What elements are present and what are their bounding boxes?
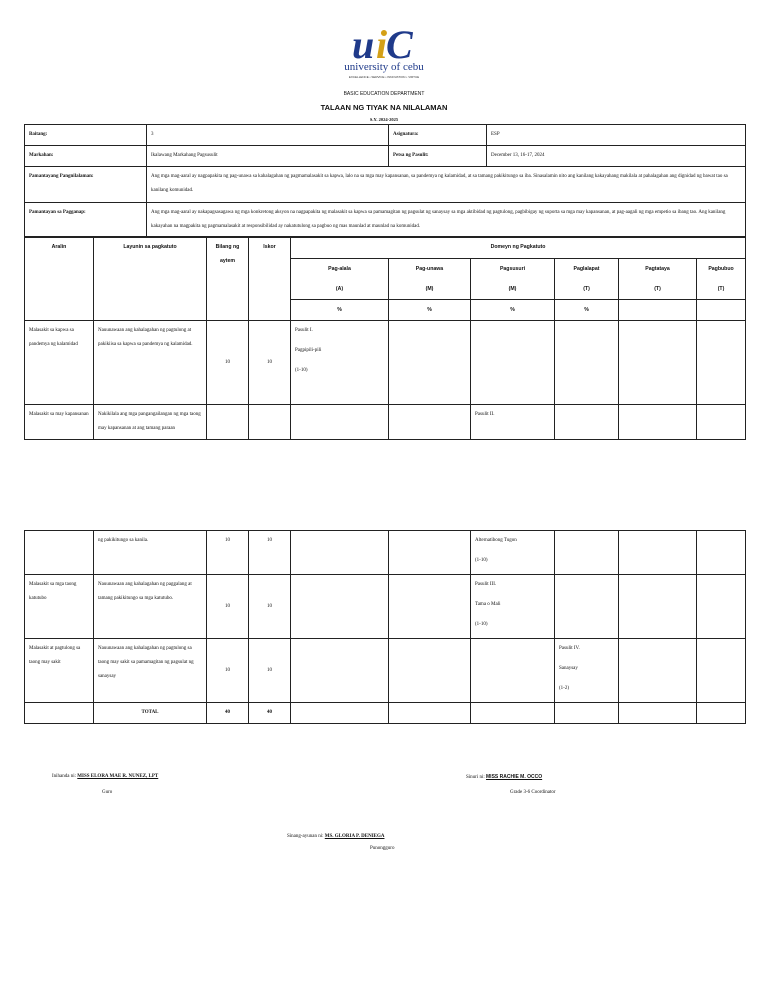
col-aralin: Aralin — [25, 237, 94, 321]
total-iskor: 40 — [249, 703, 291, 724]
table-row — [25, 639, 746, 703]
domain-name: Paglalapat — [573, 266, 600, 272]
uc-logo-icon — [324, 26, 444, 82]
quiz-title: Pasulit III. — [475, 582, 497, 587]
sinuri-label: Sinuri ni: — [466, 775, 485, 780]
sinang-name: MS. GLORIA P. DENIEGA — [324, 834, 385, 839]
layunin-cell: Nauunawaan ang kahalagahan ng paggalang at tamang pakikitungo sa mga katutubo. — [94, 575, 207, 639]
aralin-cell: Malasakit sa kapwa sa pandemya ng kalamidad — [25, 321, 94, 405]
domain-header — [389, 259, 471, 300]
domain-pct: % — [471, 300, 555, 321]
quiz-type: Sanaysay — [559, 666, 578, 671]
pangnilalaman-label: Pamantayang Pangnilalaman: — [25, 167, 147, 203]
sinuri-role: Grade 3-6 Coordinator — [510, 790, 556, 795]
inihanda-name: MISS ELORA MAE R. NUNEZ, LPT — [77, 774, 159, 779]
iskor-cell: 10 — [249, 531, 291, 575]
domain-header — [555, 259, 619, 300]
col-domeyn: Domeyn ng Pagkatuto — [291, 237, 746, 259]
markahan-label: Markahan: — [25, 146, 147, 167]
pangnilalaman-value: Ang mga mag-aaral ay nagpapakita ng pag-unawa sa kahalagahan ng pagmamalasakit sa kapwa, lalo na sa mga may kapansanan, sa pandemya ng kalamidad, at sa tamang pakikitungo sa iba. Sinasalamin nito ang kanilang kakayahang makilala at pahalagahan ang dignidad ng bawat tao sa kanilang komunidad. — [147, 167, 746, 203]
asignatura-label: Asignatura: — [389, 125, 487, 146]
layunin-cell: Nakikilala ang mga pangangailangan ng mga taong may kapansanan at ang tamang paraan — [94, 405, 207, 440]
page-title: TALAAN NG TIYAK NA NILALAMAN — [320, 103, 448, 112]
sinuri-name: MISS RACHIE M. OCCO — [486, 774, 543, 780]
table-row — [25, 405, 746, 440]
table-row — [25, 575, 746, 639]
layunin-cell: Nauunawaan ang kahalagahan ng pagtulong sa taong may sakit sa pamamagitan ng pagsulat ng sanaysay — [94, 639, 207, 703]
bilang-cell: 10 — [207, 321, 249, 405]
domain-pct: % — [555, 300, 619, 321]
pagsusuri-cell — [471, 575, 555, 639]
pagganap-label: Pamantayan sa Pagganap: — [25, 203, 147, 238]
pagganap-value: Ang mga mag-aaral ay nakapagsasagawa ng mga konkretong aksyon na nagpapakita ng malasakit sa kapwa sa pamamagitan ng pagsulat ng sanaysay sa mga aktibidad ng pagtulong, pagbibigay ng suporta sa mga may kapansanan, at pag-aagali ng mga empetio sa ibang tao. Ang kanilang kakayahan na magpakita ng pagmamalasakit at responsibilidad ay nakatutulong sa pagbuo ng mas maunlad at maunlad na komunidad. — [147, 203, 746, 238]
baitang-value: 3 — [147, 125, 389, 146]
quiz-range: (1-2) — [559, 686, 569, 691]
domain-code: (T) — [583, 286, 590, 292]
quiz-type: Tama o Mali — [475, 602, 501, 607]
table-row — [25, 531, 746, 575]
domain-pct — [619, 300, 697, 321]
domain-pct — [697, 300, 746, 321]
petsa-label: Petsa ng Pasulit: — [389, 146, 487, 167]
total-bilang: 40 — [207, 703, 249, 724]
total-row — [25, 703, 746, 724]
sinuri-block — [466, 774, 542, 780]
domain-code: (T) — [717, 286, 725, 292]
bilang-cell: 10 — [207, 531, 249, 575]
aralin-cell: Malasakit sa may kapansanan — [25, 405, 94, 440]
domain-header — [697, 259, 746, 300]
quiz-range: (1-10) — [475, 622, 488, 627]
specification-table — [24, 236, 746, 440]
iskor-cell: 10 — [249, 639, 291, 703]
quiz-type: Alternatibong Tugon — [475, 538, 517, 543]
col-layunin: Layunin sa pagkatuto — [94, 237, 207, 321]
pag-alala-cell — [291, 321, 389, 405]
petsa-value: December 13, 16-17, 2024 — [487, 146, 746, 167]
domain-code: (A) — [335, 286, 344, 292]
quiz-title: Pasulit IV. — [559, 646, 580, 651]
quiz-range: (1-10) — [475, 558, 488, 563]
inihanda-role: Guro — [102, 790, 113, 795]
total-label: TOTAL — [94, 703, 207, 724]
layunin-cell: Nauunawaan ang kahalagahan ng pagtulong at pakikiisa sa kapwa sa pandemya ng kalamidad. — [94, 321, 207, 405]
domain-pct: % — [291, 300, 389, 321]
logo-subtitle: university of cebu — [344, 61, 424, 73]
domain-pct: % — [389, 300, 471, 321]
asignatura-value: ESP — [487, 125, 746, 146]
university-logo — [0, 26, 768, 82]
col-iskor: Iskor — [249, 237, 291, 321]
specification-table-continued — [24, 530, 746, 724]
school-year: S.Y. 2024-2025 — [369, 117, 399, 122]
aralin-cell: Malasakit sa mga taong katutubo — [25, 575, 94, 639]
layunin-cell: ng pakikitungo sa kanila. — [94, 531, 207, 575]
iskor-cell: 10 — [249, 575, 291, 639]
aralin-cell: Malasakit at pagtulong sa taong may sakit — [25, 639, 94, 703]
svg-text:u: u — [352, 26, 375, 67]
info-table — [24, 124, 746, 238]
markahan-value: Ikalawang Markahang Pagsusulit — [147, 146, 389, 167]
domain-code: (T) — [654, 286, 661, 292]
sinang-block — [287, 834, 384, 839]
svg-text:i: i — [376, 26, 388, 67]
col-bilang: Bilang ng aytem — [207, 237, 249, 321]
baitang-label: Baitang: — [25, 125, 147, 146]
domain-name: Pagtataya — [645, 266, 670, 272]
iskor-cell: 10 — [249, 321, 291, 405]
domain-name: Pag-alala — [328, 266, 351, 272]
domain-header — [619, 259, 697, 300]
inihanda-block — [52, 774, 158, 779]
bilang-cell: 10 — [207, 639, 249, 703]
domain-header — [471, 259, 555, 300]
department: BASIC EDUCATION DEPARTMENT — [343, 91, 425, 97]
domain-name: Pag-unawa — [415, 266, 444, 272]
table-row — [25, 321, 746, 405]
quiz-type: Pagpipili-pili — [295, 348, 322, 353]
pagsusuri-cell — [471, 531, 555, 575]
bilang-cell: 10 — [207, 575, 249, 639]
quiz-title: Pasulit I. — [295, 328, 313, 333]
domain-header — [291, 259, 389, 300]
sinang-label: Sinang-ayunan ni: — [287, 834, 324, 839]
paglalapat-cell — [555, 639, 619, 703]
domain-name: Pagsusuri — [499, 266, 526, 272]
domain-code: (M) — [508, 286, 517, 292]
quiz-range: (1-10) — [295, 368, 308, 373]
pagsusuri-cell: Pasulit II. — [471, 405, 555, 440]
domain-code: (M) — [425, 286, 434, 292]
logo-tagline: EXCELLENCE • SERVICE • INNOVATION • VIRTUE — [348, 75, 420, 79]
svg-text:C: C — [386, 26, 413, 67]
inihanda-label: Inihanda ni: — [52, 774, 77, 779]
sinang-role: Punongguro — [370, 846, 395, 851]
domain-name: Pagbubuo — [708, 266, 734, 272]
